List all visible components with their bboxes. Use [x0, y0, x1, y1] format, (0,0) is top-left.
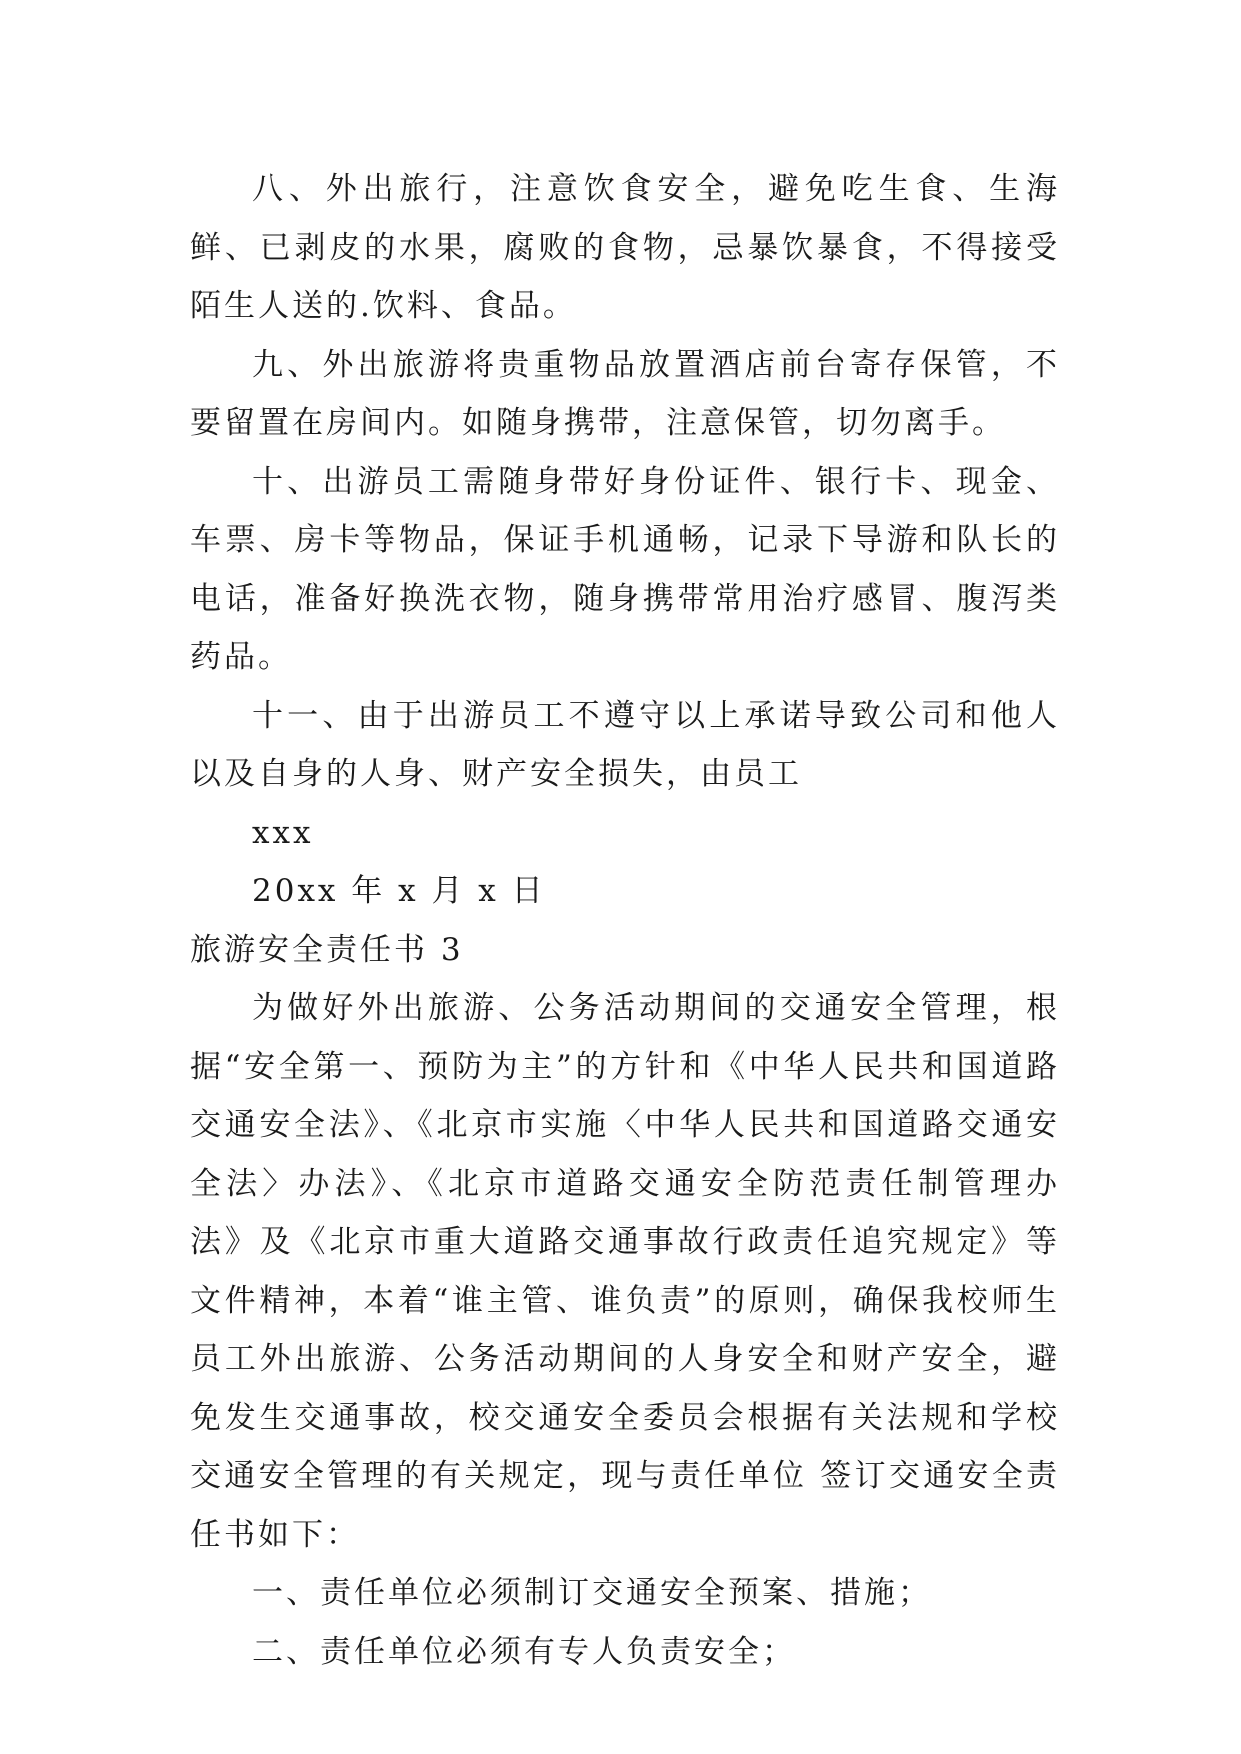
paragraph-item-8: 八、外出旅行，注意饮食安全，避免吃生食、生海鲜、已剥皮的水果，腐败的食物，忌暴饮暴食，不得接受陌生人送的.饮料、食品。: [190, 171, 1060, 324]
signature-name: xxx: [252, 814, 314, 851]
section-title: 旅游安全责任书 3: [190, 931, 464, 968]
clause-1: 一、责任单位必须制订交通安全预案、措施；: [252, 1575, 932, 1611]
clause-2: 二、责任单位必须有专人负责安全；: [252, 1633, 796, 1670]
intro-paragraph: 为做好外出旅游、公务活动期间的交通安全管理，根据“安全第一、预防为主”的方针和《中华人民共和国道路交通安全法》、《北京市实施〈中华人民共和国道路交通安全法〉办法》、《北京市道路交通安全防范责任制管理办法》及《北京市重大道路交通事故行政责任追究规定》等文件精神，本着“谁主管、谁负责”的原则，确保我校师生员工外出旅游、公务活动期间的人身安全和财产安全，避免发生交通事故，校交通安全委员会根据有关法规和学校交通安全管理的有关规定，现与责任单位 签订交通安全责任书如下：: [190, 990, 1060, 1553]
paragraph-item-11: 十一、由于出游员工不遵守以上承诺导致公司和他人以及自身的人身、财产安全损失，由员工: [190, 697, 1060, 792]
paragraph-item-10: 十、出游员工需随身带好身份证件、银行卡、现金、车票、房卡等物品，保证手机通畅，记录下导游和队长的电话，准备好换洗衣物，随身携带常用治疗感冒、腹泻类药品。: [190, 463, 1060, 675]
signature-date: 20xx 年 x 月 x 日: [252, 873, 546, 909]
paragraph-item-9: 九、外出旅游将贵重物品放置酒店前台寄存保管，不要留置在房间内。如随身携带，注意保管，切勿离手。: [190, 346, 1060, 441]
document-body: [190, 160, 1060, 1681]
